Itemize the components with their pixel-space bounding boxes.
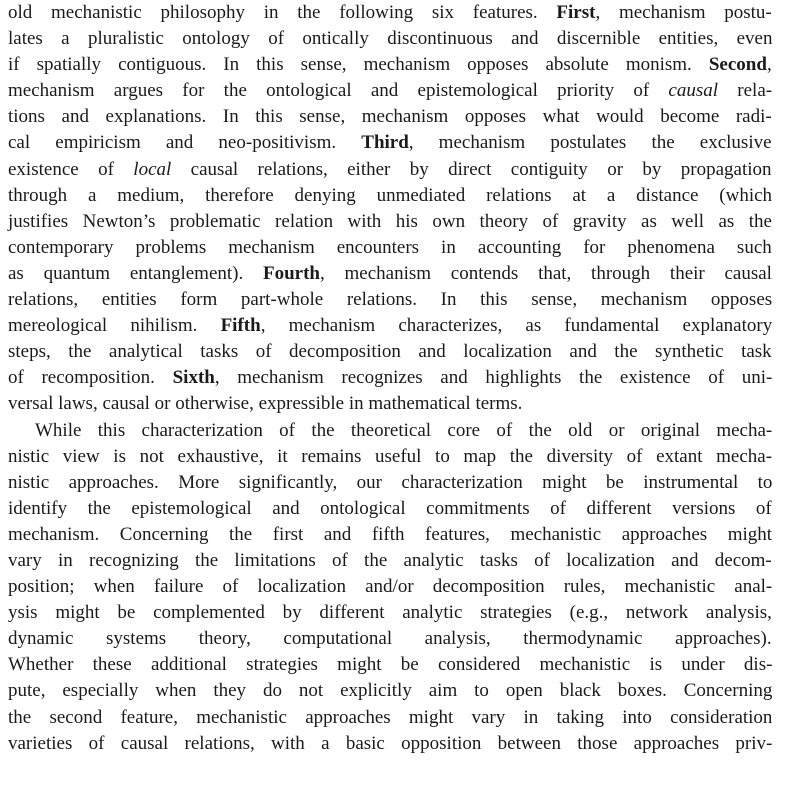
text-line: While this characterization of the theoretical core of the old or original mecha- [35, 419, 773, 441]
text-line: pute, especially when they do not explicitly aim to open black boxes. Concerning [8, 680, 773, 702]
paragraph-1 [8, 0, 772, 418]
document-page [8, 0, 772, 757]
text-line: Whether these additional strategies might be considered mechanistic is under dis- [8, 654, 773, 676]
text-line: contemporary problems mechanism encounters in accounting for phenomena such [8, 236, 772, 258]
text-line: mereological nihilism. Fifth, mechanism characterizes, as fundamental explanatory [8, 315, 773, 337]
text-line: old mechanistic philosophy in the following six features. First, mechanism postu- [8, 2, 772, 23]
text-line: through a medium, therefore denying unmediated relations at a distance (which [8, 184, 773, 206]
text-line: mechanism. Concerning the first and fifth features, mechanistic approaches might [8, 523, 773, 545]
text-line: varieties of causal relations, with a basic opposition between those approaches priv- [8, 732, 773, 754]
text-line: the second feature, mechanistic approaches might vary in taking into consideration [8, 706, 773, 728]
paragraph-2 [8, 418, 772, 757]
text-line: vary in recognizing the limitations of the analytic tasks of localization and decom- [8, 549, 772, 571]
text-line: tions and explanations. In this sense, mechanism opposes what would become radi- [8, 106, 772, 128]
text-line: ysis might be complemented by different analytic strategies (e.g., network analysis, [8, 602, 772, 624]
text-line: existence of local causal relations, either by direct contiguity or by propagation [8, 158, 772, 180]
text-line: identify the epistemological and ontological commitments of different versions of [8, 497, 772, 519]
text-line: relations, entities form part-whole relations. In this sense, mechanism opposes [8, 289, 773, 311]
text-line: position; when failure of localization and/or decomposition rules, mechanistic anal- [8, 576, 773, 598]
text-line: justifies Newton’s problematic relation with his own theory of gravity as well as the [8, 210, 772, 232]
text-line: nistic view is not exhaustive, it remains useful to map the diversity of extant mecha- [8, 445, 773, 467]
text-line: as quantum entanglement). Fourth, mechanism contends that, through their causal [8, 262, 772, 284]
text-line: nistic approaches. More significantly, our characterization might be instrumental to [8, 471, 773, 493]
text-line: dynamic systems theory, computational analysis, thermodynamic approaches). [8, 628, 772, 650]
text-line: mechanism argues for the ontological and epistemological priority of causal rela- [8, 80, 773, 102]
text-line: if spatially contiguous. In this sense, mechanism opposes absolute monism. Second, [8, 54, 772, 76]
text-line: versal laws, causal or otherwise, expressible in mathematical terms. [8, 393, 523, 415]
text-line: lates a pluralistic ontology of ontically discontinuous and discernible entities, even [8, 28, 773, 50]
text-line: cal empiricism and neo-positivism. Third, mechanism postulates the exclusive [8, 132, 772, 154]
text-line: steps, the analytical tasks of decomposition and localization and the synthetic task [8, 341, 772, 363]
text-line: of recomposition. Sixth, mechanism recognizes and highlights the existence of uni- [8, 367, 773, 389]
